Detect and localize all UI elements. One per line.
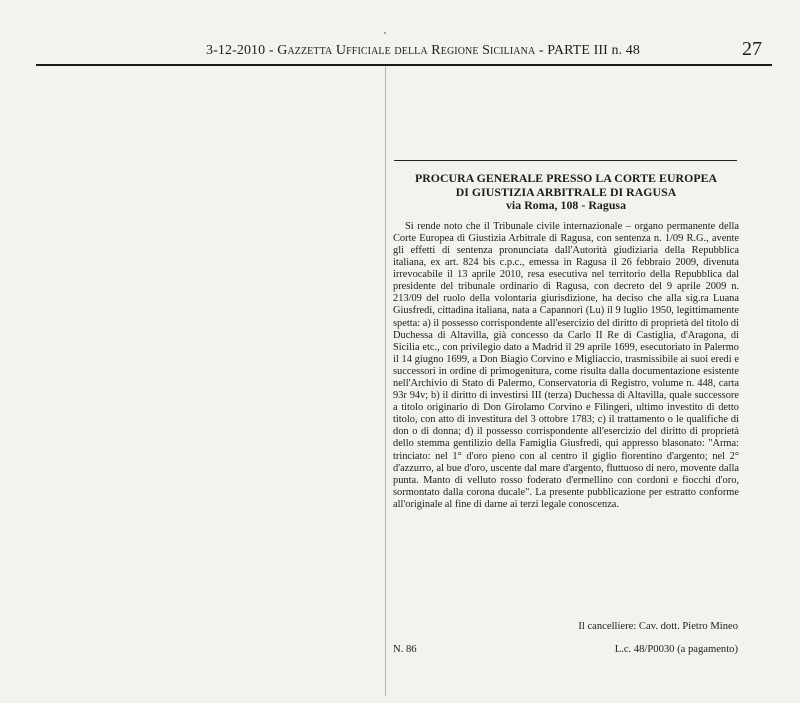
heading-line-2: DI GIUSTIZIA ARBITRALE DI RAGUSA — [455, 184, 677, 199]
header-part: PARTE III — [547, 43, 608, 58]
header-separator: - — [268, 43, 274, 58]
notice-article — [393, 172, 739, 511]
heading-line-1: PROCURA GENERALE PRESSO LA CORTE EUROPEA — [414, 171, 718, 185]
article-top-rule — [394, 160, 737, 161]
article-heading — [393, 172, 739, 213]
header-title: Gazzetta Ufficiale della Regione Siciliana — [277, 43, 536, 58]
header-date: 3-12-2010 — [206, 43, 266, 58]
scan-speck — [384, 32, 386, 34]
column-divider — [385, 66, 386, 696]
article-body: Si rende noto che il Tribunale civile internazionale – organo permanente della Corte Europea di Giustizia Arbitrale di Ragusa, con sentenza n. 1/09 R.G., avente gli effetti di sentenza pronunciata dall'Autorità giudiziaria della Repubblica italiana, ex art. 824 bis c.p.c., emessa in Ragusa il 26 febbraio 2009, divenuta irrevocabile il 13 aprile 2010, resa esecutiva nel territorio della Repubblica dal presidente del tribunale ordinario di Ragusa, con decreto del 9 aprile 2009 n. 213/09 del ruolo della volontaria giurisdizione, ha deciso che alla sig.ra Luana Giusfredi, cittadina italiana, nata a Capannori (Lu) il 9 luglio 1950, legittimamente spetta: a) il possesso corrispondente all'esercizio del diritto di proprietà del titolo di Duchessa di Altavilla, già concesso da Carlo II Re di Castiglia, d'Aragona, di Sicilia etc., con privilegio dato a Madrid il 29 aprile 1699, esecutoriato in Palermo il 14 giugno 1699, a Don Biagio Corvino e Migliaccio, trasmissibile ai suoi eredi e successori in ordine di primogenitura, come risulta dalla documentazione esistente nell'Archivio di Stato di Palermo, Conservatoria di Registro, volume n. 448, carta 93r 94v; b) il diritto di investirsi III (terza) Duchessa di Altavilla, quale successore a titolo originario di Don Girolamo Corvino e Filingeri, ultimo investito di detto titolo, con atto di investitura del 3 ottobre 1783; c) il trattamento o le qualifiche di don o di donna; d) il possesso corrispondente all'esercizio del diritto di proprietà dello stemma gentilizio della Famiglia Giusfredi, qui appresso blasonato: "Arma: trinciato: nel 1° d'oro pieno con al centro il giglio fiorentino d'argento; nel 2° d'azzurro, al bue d'oro, uscente dal mare d'argento, fluttuoso di nero, movente dalla punta. Manto di velluto rosso foderato d'ermellino con cordoni e fiocchi d'oro, sormontato dalla corona ducale". La presente pubblicazione per estratto conforme all'originale al fine di darne ai terzi legale conoscenza. — [393, 220, 739, 510]
header-line — [36, 43, 770, 59]
page-header — [36, 38, 770, 63]
payment-reference: L.c. 48/P0030 (a pagamento) — [614, 644, 738, 655]
notice-number: N. 86 — [393, 644, 417, 655]
page-number: 27 — [742, 38, 762, 60]
signature-line: Il cancelliere: Cav. dott. Pietro Mineo — [578, 621, 738, 632]
header-separator: - — [538, 43, 544, 58]
header-number: n. 48 — [611, 43, 640, 58]
header-rule — [36, 64, 772, 66]
heading-address: via Roma, 108 - Ragusa — [505, 198, 627, 213]
